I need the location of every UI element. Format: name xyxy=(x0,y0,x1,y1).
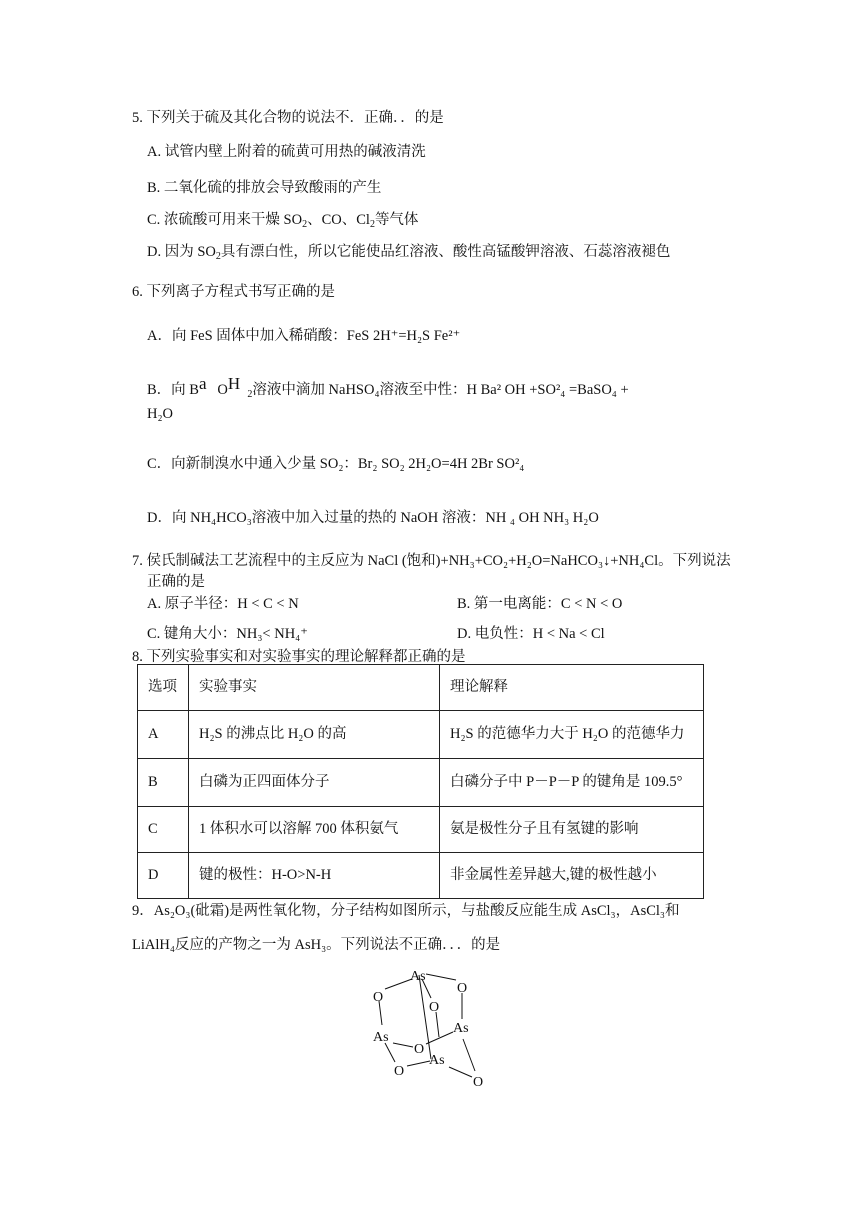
atom-o: O xyxy=(394,1064,405,1079)
q7-option-c: C. 键角大小：NH₃< NH₄⁺ xyxy=(147,626,308,642)
table-cell: B xyxy=(138,759,189,807)
q7-option-a: A. 原子半径：H < C < N xyxy=(147,596,299,612)
table-cell: 键的极性：H-O>N-H xyxy=(189,853,440,899)
table-cell: H₂S 的沸点比 H₂O 的高 xyxy=(189,711,440,759)
atom-as-top: As xyxy=(410,969,426,984)
q8-table xyxy=(137,664,704,899)
q6-b-a: a xyxy=(198,374,207,393)
table-cell: 氨是极性分子且有氢键的影响 xyxy=(440,807,704,853)
table-row xyxy=(138,759,704,807)
q6-option-a: A．向 FeS 固体中加入稀硝酸：FeS 2H⁺=H₂S Fe²⁺ xyxy=(147,328,461,344)
table-cell: 白磷为正四面体分子 xyxy=(189,759,440,807)
q5-option-a: A. 试管内壁上附着的硫黄可用热的碱液清洗 xyxy=(147,144,426,160)
table-cell: D xyxy=(138,853,189,899)
q5-c-mid: 、CO、Cl xyxy=(307,212,370,228)
q5-d-pre: D. 因为 SO xyxy=(147,244,216,260)
atom-o: O xyxy=(457,981,468,996)
q5-option-b: B. 二氧化硫的排放会导致酸雨的产生 xyxy=(147,180,382,196)
as4o6-structure-diagram xyxy=(355,955,505,1095)
table-cell: C xyxy=(138,807,189,853)
table-header-cell: 选项 xyxy=(138,665,189,711)
q5-option-c: C. 浓硫酸可用来干燥 $SO_2$、CO、$Cl_2$等气体 xyxy=(147,212,419,230)
table-cell: 非金属性差异越大,键的极性越小 xyxy=(440,853,704,899)
atom-as-right: As xyxy=(453,1021,469,1036)
table-cell: H₂S 的范德华力大于 H₂O 的范德华力 xyxy=(440,711,704,759)
q6-b-sub: 2 xyxy=(247,389,253,400)
q6-option-b-line2: H₂O xyxy=(147,406,173,422)
q5-option-d: D. 因为 $SO_2$具有漂白性，所以它能使品红溶液、酸性高锰酸钾溶液、石蕊溶液褪色 xyxy=(147,244,671,262)
q6-b-h: H xyxy=(227,374,241,393)
q8-stem: 8. 下列实验事实和对实验事实的理论解释都正确的是 xyxy=(132,649,466,665)
q6-option-b xyxy=(147,374,629,400)
q7-stem-line1: 7. 侯氏制碱法工艺流程中的主反应为 NaCl (饱和)+NH₃+CO₂+H₂O=NaHCO₃↓+NH₄Cl。下列说法 xyxy=(132,553,731,569)
q7-option-b: B. 第一电离能：C < N < O xyxy=(457,596,623,612)
q5-c-pre: C. 浓硫酸可用来干燥 SO xyxy=(147,212,303,228)
q6-b-o: O xyxy=(217,382,228,398)
atom-as-bottom: As xyxy=(429,1053,445,1068)
q6-option-c: C．向新制溴水中通入少量 SO₂：Br₂ SO₂ 2H₂O=4H 2Br SO²₄ xyxy=(147,456,525,472)
atom-o: O xyxy=(373,990,384,1005)
q7-option-d: D. 电负性：H < Na < Cl xyxy=(457,626,605,642)
q6-b-main: 溶液中滴加 NaHSO₄溶液至中性：H Ba² OH +SO²₄ =BaSO₄ + xyxy=(252,382,629,398)
q6-b-pre: B．向 B xyxy=(147,382,199,398)
q6-option-d: D．向 NH₄HCO₃溶液中加入过量的热的 NaOH 溶液：NH ₄ OH NH₃ H₂O xyxy=(147,510,599,526)
table-row xyxy=(138,853,704,899)
atom-o: O xyxy=(473,1075,484,1090)
atom-as-left: As xyxy=(373,1030,389,1045)
atom-o: O xyxy=(429,1000,440,1015)
q6-stem: 6. 下列离子方程式书写正确的是 xyxy=(132,284,335,300)
atom-o: O xyxy=(414,1042,425,1057)
table-row xyxy=(138,807,704,853)
table-header-row xyxy=(138,665,704,711)
q5-stem: 5. 下列关于硫及其化合物的说法不．正确．．的是 xyxy=(132,110,444,126)
table-header-cell: 理论解释 xyxy=(440,665,704,711)
table-header-cell: 实验事实 xyxy=(189,665,440,711)
q9-stem-line2: LiAlH₄反应的产物之一为 AsH₃。下列说法不正确．．．的是 xyxy=(132,937,501,953)
table-cell: A xyxy=(138,711,189,759)
q5-c-post: 等气体 xyxy=(374,212,419,228)
q9-stem-line1: 9．As₂O₃(砒霜)是两性氧化物，分子结构如图所示，与盐酸反应能生成 AsCl₃，AsCl₃和 xyxy=(132,903,680,919)
table-cell: 白磷分子中 P－P－P 的键角是 109.5° xyxy=(440,759,704,807)
q7-stem-line2: 正确的是 xyxy=(147,574,205,590)
table-row xyxy=(138,711,704,759)
table-cell: 1 体积水可以溶解 700 体积氨气 xyxy=(189,807,440,853)
q5-d-post: 具有漂白性，所以它能使品红溶液、酸性高锰酸钾溶液、石蕊溶液褪色 xyxy=(220,244,671,260)
